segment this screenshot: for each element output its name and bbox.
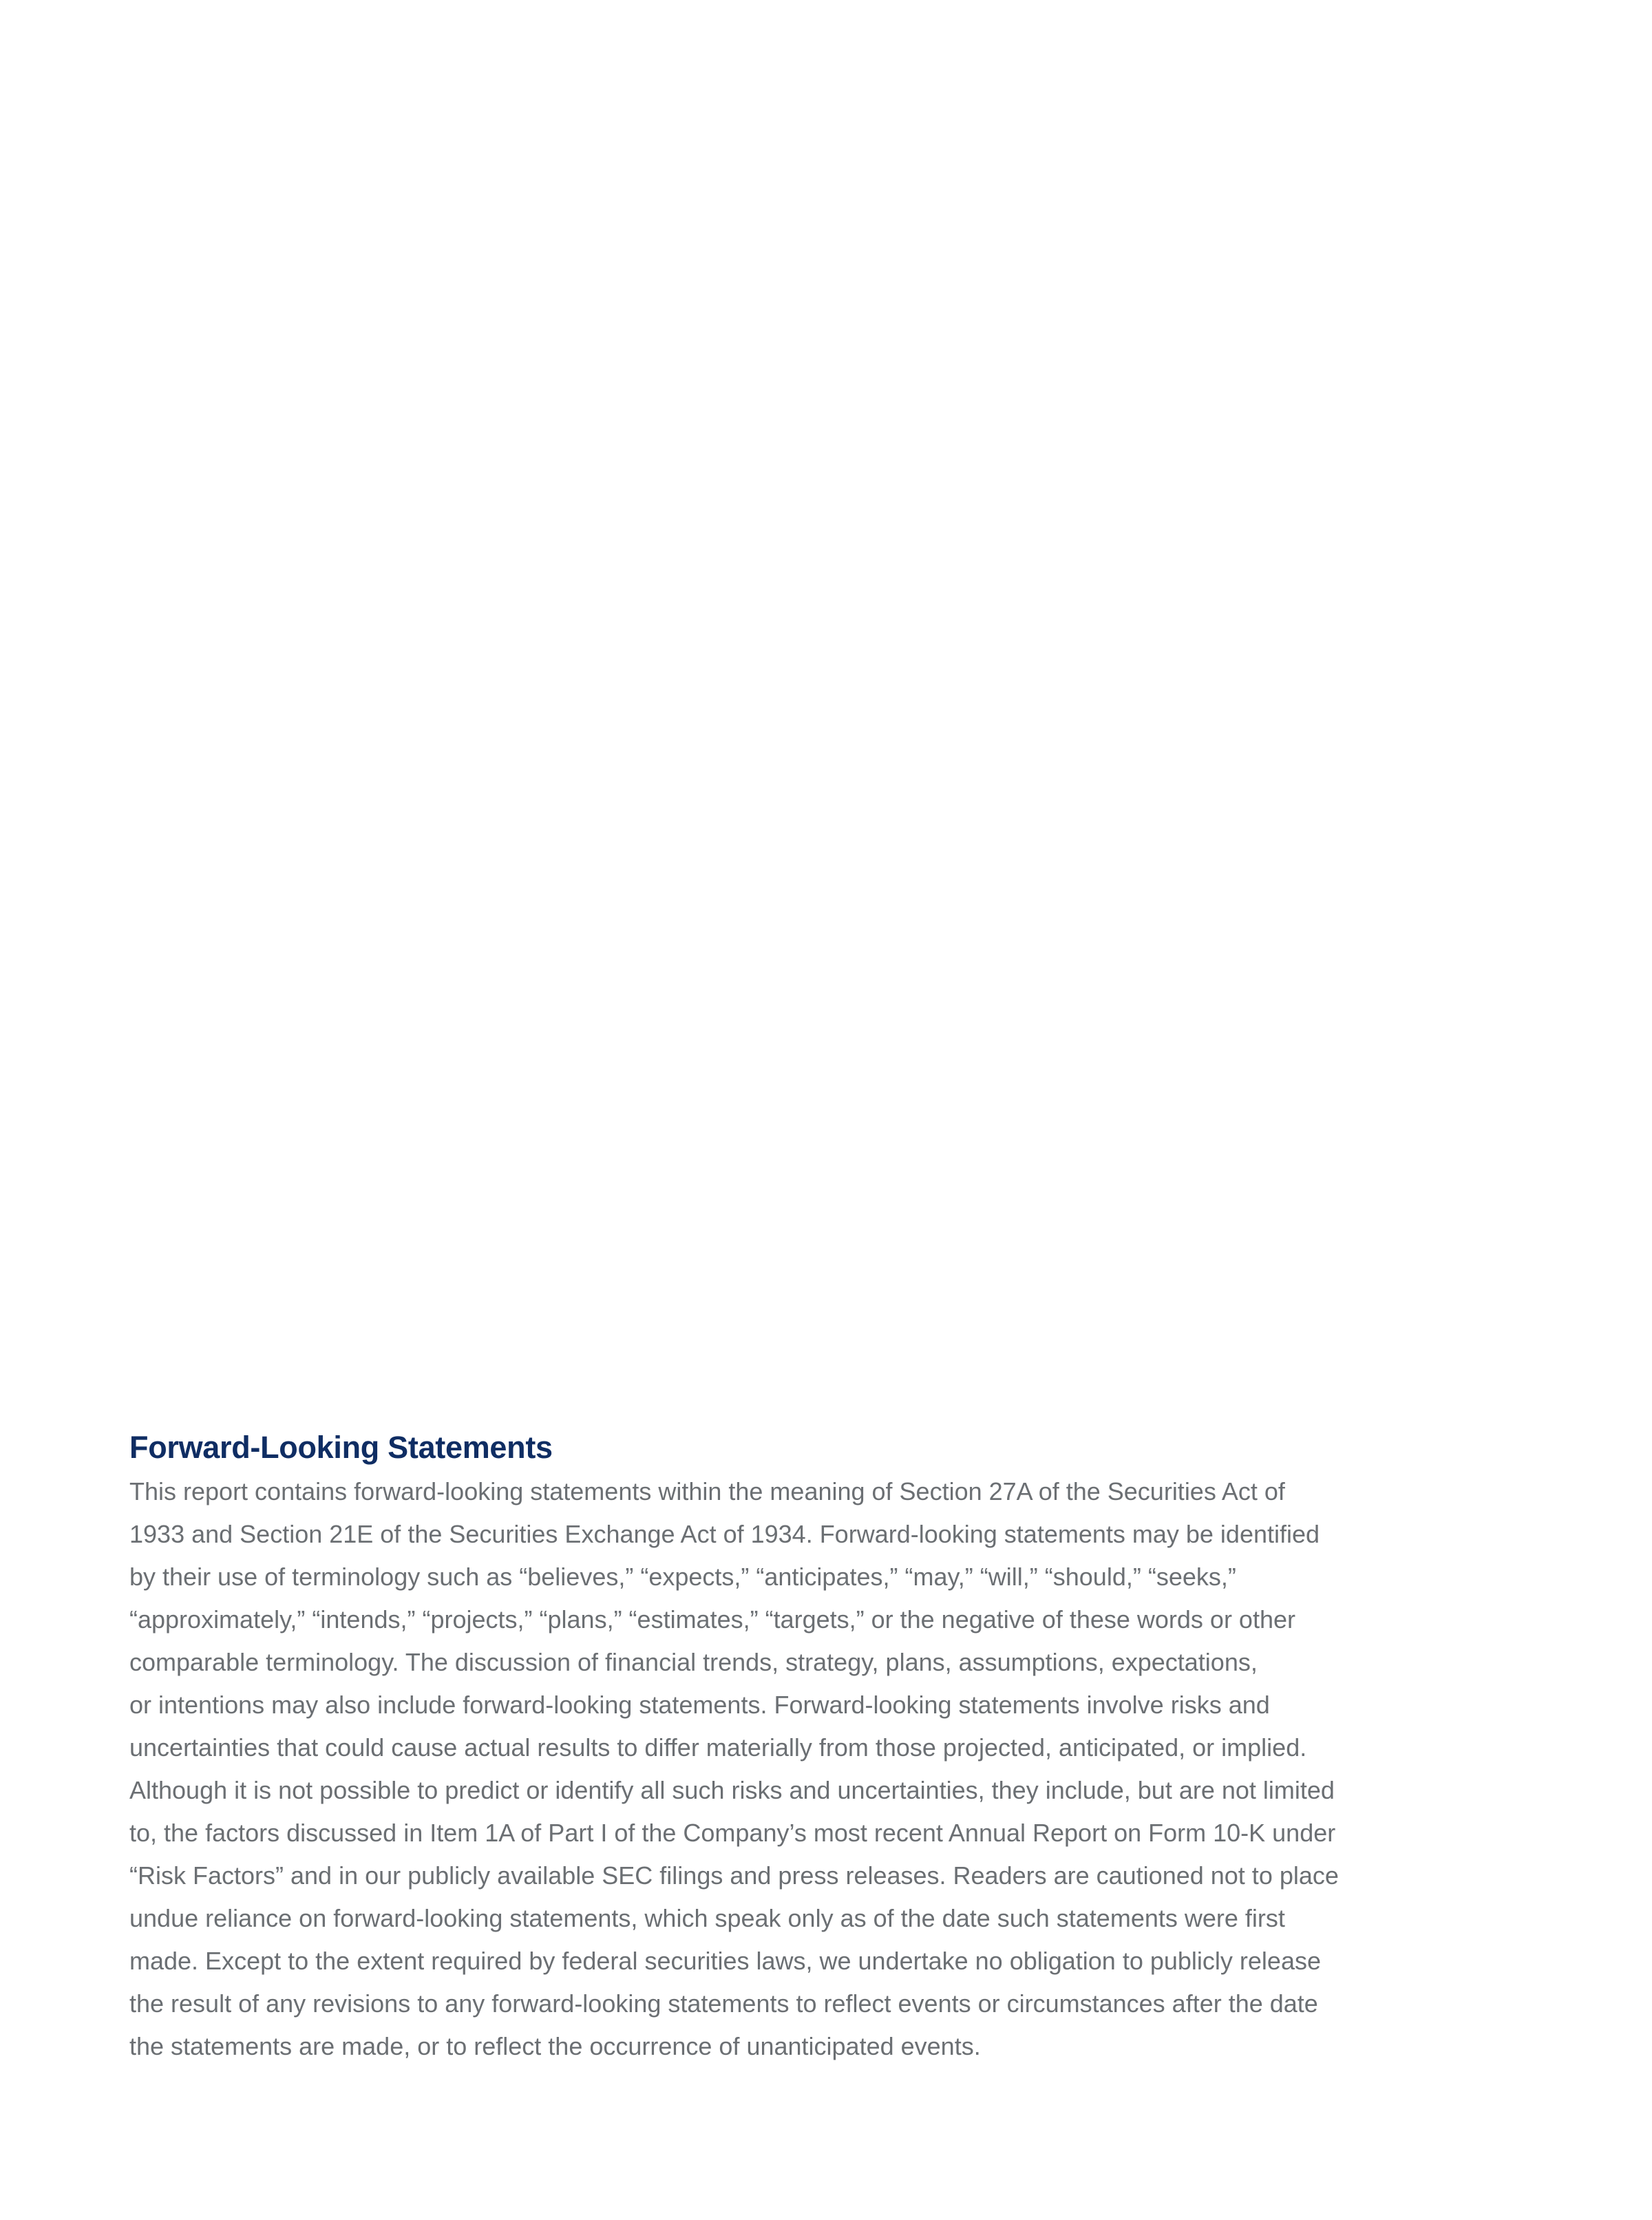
body-line: the result of any revisions to any forward-looking statements to reflect events or circumstances after the date [129, 1989, 1318, 2018]
body-line: Although it is not possible to predict or identify all such risks and uncertainties, they include, but are not limited [129, 1776, 1335, 1804]
body-line: “approximately,” “intends,” “projects,” “plans,” “estimates,” “targets,” or the negative of these words or other [129, 1605, 1295, 1634]
body-line: “Risk Factors” and in our publicly available SEC filings and press releases. Readers are cautioned not to place [129, 1861, 1339, 1890]
body-line: This report contains forward-looking statements within the meaning of Section 27A of the Securities Act of [129, 1477, 1285, 1505]
section-heading: Forward-Looking Statements [129, 1430, 553, 1465]
body-line: the statements are made, or to reflect the occurrence of unanticipated events. [129, 2032, 981, 2060]
forward-looking-statements-section [129, 1426, 1437, 2068]
body-line: comparable terminology. The discussion of financial trends, strategy, plans, assumptions, expectations, [129, 1648, 1258, 1676]
section-body [129, 1470, 1437, 2068]
body-line: made. Except to the extent required by federal securities laws, we undertake no obligation to publicly release [129, 1947, 1321, 1975]
body-line: to, the factors discussed in Item 1A of Part I of the Company’s most recent Annual Report on Form 10-K under [129, 1819, 1336, 1847]
body-line: or intentions may also include forward-looking statements. Forward-looking statements involve risks and [129, 1691, 1270, 1719]
body-line: by their use of terminology such as “believes,” “expects,” “anticipates,” “may,” “will,” “should,” “seeks,” [129, 1563, 1236, 1591]
body-line: undue reliance on forward-looking statements, which speak only as of the date such statements were first [129, 1904, 1285, 1932]
body-line: uncertainties that could cause actual results to differ materially from those projected, anticipated, or implied. [129, 1733, 1307, 1762]
body-line: 1933 and Section 21E of the Securities Exchange Act of 1934. Forward-looking statements may be identified [129, 1520, 1320, 1548]
